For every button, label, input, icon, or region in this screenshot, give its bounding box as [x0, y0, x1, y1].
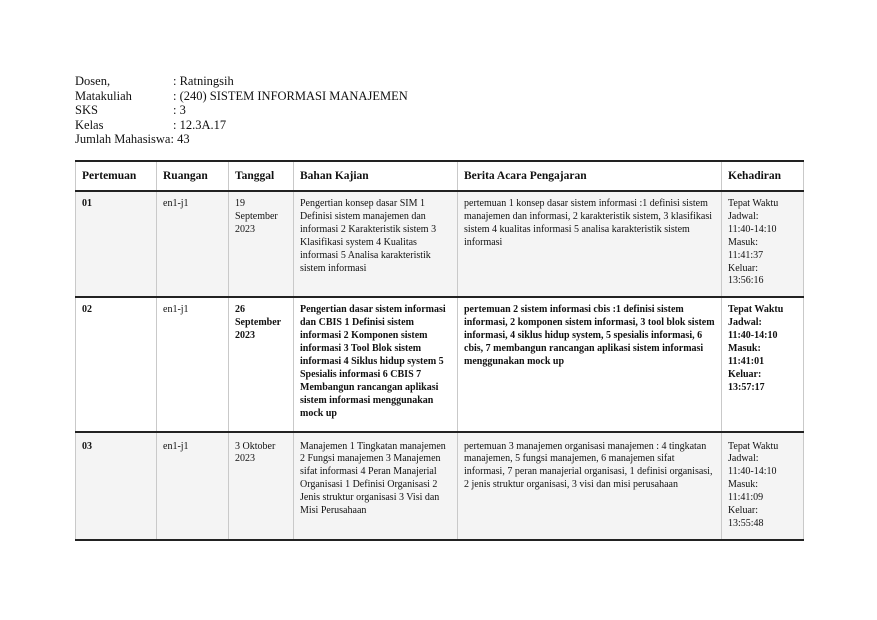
- cell-tanggal: 19 September 2023: [229, 191, 294, 297]
- kelas-label: Kelas: [75, 117, 104, 132]
- kehadiran-masuk-value: 11:41:09: [728, 492, 764, 504]
- kehadiran-jadwal-value: 11:40-14:10: [728, 223, 777, 235]
- sks-value: : 3: [173, 103, 186, 118]
- info-row-matakuliah: [75, 89, 408, 104]
- cell-tanggal: 26 September 2023: [229, 297, 294, 431]
- kehadiran-masuk-label: Masuk:: [728, 236, 758, 248]
- cell-pertemuan: 02: [76, 297, 157, 431]
- header-tanggal: Tanggal: [229, 161, 294, 191]
- info-row-jumlah: [75, 132, 408, 147]
- kehadiran-jadwal-label: Jadwal:: [728, 453, 759, 465]
- kehadiran-jadwal-value: 11:40-14:10: [728, 466, 777, 478]
- cell-berita-acara: pertemuan 2 sistem informasi cbis :1 definisi sistem informasi, 2 komponen sistem informasi, 3 tool blok sistem informasi, 4 siklus hidup system, 5 spesialis informasi, 6 cbis, 7 membangun rancangan aplikasi sistem informasi menggunakan mock up: [458, 297, 722, 431]
- kehadiran-keluar-label: Keluar:: [728, 505, 758, 517]
- kelas-value: : 12.3A.17: [173, 117, 227, 132]
- kehadiran-jadwal-label: Jadwal:: [728, 210, 759, 222]
- cell-kehadiran: [722, 191, 804, 297]
- header-ruangan: Ruangan: [157, 161, 229, 191]
- kehadiran-jadwal-label: Jadwal:: [728, 317, 762, 329]
- cell-bahan-kajian: Pengertian dasar sistem informasi dan CBIS 1 Definisi sistem informasi 2 Komponen sistem informasi 3 Tool Blok sistem informasi 4 Siklus hidup system 5 Spesialis informasi 6 CBIS 7 Membangun rancangan aplikasi sistem informasi menggunakan mock up: [294, 297, 458, 431]
- dosen-value: : Ratningsih: [173, 74, 234, 88]
- cell-bahan-kajian: Pengertian konsep dasar SIM 1 Definisi sistem manajemen dan informasi 2 Karakteristik sistem 3 Klasifikasi system 4 Kualitas informasi 5 Analisa karakteristik sistem informasi: [294, 191, 458, 297]
- matakuliah-value: : (240) SISTEM INFORMASI MANAJEMEN: [173, 88, 408, 103]
- table-row: [76, 432, 804, 540]
- kehadiran-masuk-label: Masuk:: [728, 479, 758, 491]
- info-row-kelas: [75, 118, 408, 133]
- header-kehadiran: Kehadiran: [722, 161, 804, 191]
- table-row: [76, 191, 804, 297]
- cell-pertemuan: 03: [76, 432, 157, 540]
- kehadiran-jadwal-value: 11:40-14:10: [728, 330, 778, 342]
- cell-tanggal: 3 Oktober 2023: [229, 432, 294, 540]
- cell-pertemuan: 01: [76, 191, 157, 297]
- schedule-table: [75, 160, 804, 541]
- info-row-sks: [75, 103, 408, 118]
- dosen-label: Dosen,: [75, 74, 111, 88]
- kehadiran-masuk-label: Masuk:: [728, 343, 761, 355]
- cell-bahan-kajian: Manajemen 1 Tingkatan manajemen 2 Fungsi manajemen 3 Manajemen sifat informasi 4 Peran Manajerial Organisasi 1 Definisi Organisasi 2 Jenis struktur organisasi 3 Visi dan Misi Perusahaan: [294, 432, 458, 540]
- jumlah-value: : 43: [170, 132, 190, 147]
- jumlah-label: Jumlah Mahasiswa: [75, 132, 171, 147]
- table-header-row: [76, 161, 804, 191]
- matakuliah-label: Matakuliah: [75, 88, 132, 103]
- course-info: [75, 74, 408, 147]
- header-berita-acara: Berita Acara Pengajaran: [458, 161, 722, 191]
- kehadiran-status: Tepat Waktu: [728, 304, 784, 316]
- info-row-dosen: [75, 74, 408, 89]
- cell-kehadiran: [722, 297, 804, 431]
- table-row: [76, 297, 804, 431]
- sks-label: SKS: [75, 103, 98, 118]
- header-pertemuan: Pertemuan: [76, 161, 157, 191]
- kehadiran-keluar-value: 13:57:17: [728, 381, 765, 393]
- cell-kehadiran: [722, 432, 804, 540]
- kehadiran-keluar-label: Keluar:: [728, 368, 762, 380]
- kehadiran-status: Tepat Waktu: [728, 440, 779, 452]
- kehadiran-keluar-value: 13:56:16: [728, 275, 764, 287]
- kehadiran-status: Tepat Waktu: [728, 198, 779, 209]
- kehadiran-masuk-value: 11:41:01: [728, 355, 765, 367]
- kehadiran-keluar-value: 13:55:48: [728, 517, 764, 529]
- cell-berita-acara: pertemuan 1 konsep dasar sistem informasi :1 definisi sistem manajemen dan informasi, 2 karakteristik sistem, 3 klasifikasi sistem 4 kualitas informasi 5 analisa karakteristik sistem informasi: [458, 191, 722, 297]
- kehadiran-masuk-value: 11:41:37: [728, 249, 764, 261]
- header-bahan-kajian: Bahan Kajian: [294, 161, 458, 191]
- cell-berita-acara: pertemuan 3 manajemen organisasi manajemen : 4 tingkatan manajemen, 5 fungsi manajemen, 6 manajemen sifat informasi, 7 peran manajerial organisasi, 1 definisi organisasi, 2 jenis struktur organisasi, 3 visi dan misi perusahaan: [458, 432, 722, 540]
- cell-ruangan: en1-j1: [157, 297, 229, 431]
- cell-ruangan: en1-j1: [157, 191, 229, 297]
- kehadiran-keluar-label: Keluar:: [728, 262, 758, 274]
- cell-ruangan: en1-j1: [157, 432, 229, 540]
